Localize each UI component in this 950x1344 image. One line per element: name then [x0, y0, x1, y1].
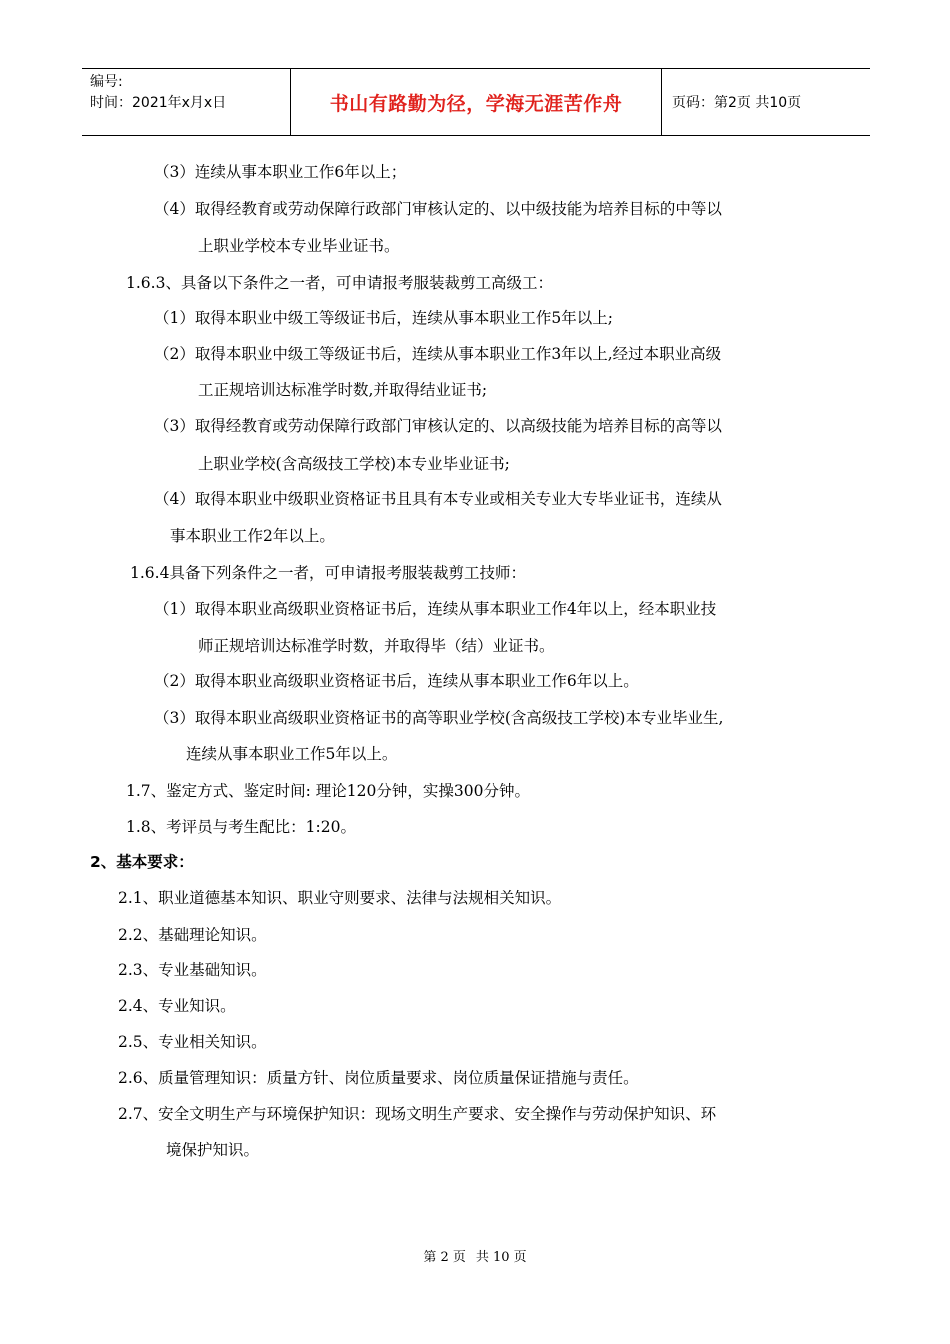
body-line: （1）取得本职业中级工等级证书后，连续从事本职业工作5年以上; [154, 309, 613, 327]
body-line: （3）取得经教育或劳动保障行政部门审核认定的、以高级技能为培养目标的高等以 [154, 417, 722, 435]
body-line: 2.2、基础理论知识。 [118, 926, 267, 944]
body-line: 工正规培训达标准学时数,并取得结业证书; [198, 381, 488, 399]
body-line: 2.5、专业相关知识。 [118, 1033, 267, 1051]
body-line: 1.7、鉴定方式、鉴定时间: 理论120分钟，实操300分钟。 [126, 782, 530, 800]
body-line: 1.6.4具备下列条件之一者，可申请报考服装裁剪工技师： [130, 564, 526, 582]
body-line: （3）连续从事本职业工作6年以上； [154, 163, 407, 181]
header-meta [82, 69, 291, 135]
header-motto: 书山有路勤为径，学海无涯苦作舟 [291, 69, 662, 135]
body-line: 2.3、专业基础知识。 [118, 961, 267, 979]
body-line: （4）取得经教育或劳动保障行政部门审核认定的、以中级技能为培养目标的中等以 [154, 200, 722, 218]
page-header [82, 68, 870, 136]
section-heading: 2、基本要求： [90, 853, 194, 871]
body-line: 2.1、职业道德基本知识、职业守则要求、法律与法规相关知识。 [118, 889, 562, 907]
body-line: （1）取得本职业高级职业资格证书后，连续从事本职业工作4年以上，经本职业技 [154, 600, 717, 618]
footer-page-total: 共 10 页 [475, 1250, 527, 1265]
body-line: 连续从事本职业工作5年以上。 [186, 745, 398, 763]
footer-page-current: 第 2 页 [423, 1250, 466, 1265]
body-line: 上职业学校本专业毕业证书。 [198, 237, 400, 255]
body-line: （2）取得本职业中级工等级证书后，连续从事本职业工作3年以上,经过本职业高级 [154, 345, 722, 363]
body-line: 1.6.3、具备以下条件之一者，可申请报考服装裁剪工高级工： [126, 274, 553, 292]
body-line: 2.4、专业知识。 [118, 997, 236, 1015]
body-line: 1.8、考评员与考生配比：1:20。 [126, 818, 356, 836]
header-page-number: 页码：第2页 共10页 [672, 95, 802, 111]
body-line: （4）取得本职业中级职业资格证书且具有本专业或相关专业大专毕业证书，连续从 [154, 490, 722, 508]
body-line: （3）取得本职业高级职业资格证书的高等职业学校(含高级技工学校)本专业毕业生, [154, 709, 724, 727]
body-line: 境保护知识。 [166, 1141, 260, 1159]
document-date: 时间：2021年x月x日 [90, 95, 227, 111]
body-line: （2）取得本职业高级职业资格证书后，连续从事本职业工作6年以上。 [154, 672, 639, 690]
body-line: 上职业学校(含高级技工学校)本专业毕业证书; [198, 455, 510, 473]
body-line: 2.7、安全文明生产与环境保护知识：现场文明生产要求、安全操作与劳动保护知识、环 [118, 1105, 717, 1123]
body-line: 师正规培训达标准学时数，并取得毕（结）业证书。 [198, 637, 555, 655]
document-number-label: 编号: [90, 74, 123, 90]
body-line: 2.6、质量管理知识：质量方针、岗位质量要求、岗位质量保证措施与责任。 [118, 1069, 639, 1087]
body-line: 事本职业工作2年以上。 [170, 527, 335, 545]
page-footer [0, 1246, 950, 1265]
